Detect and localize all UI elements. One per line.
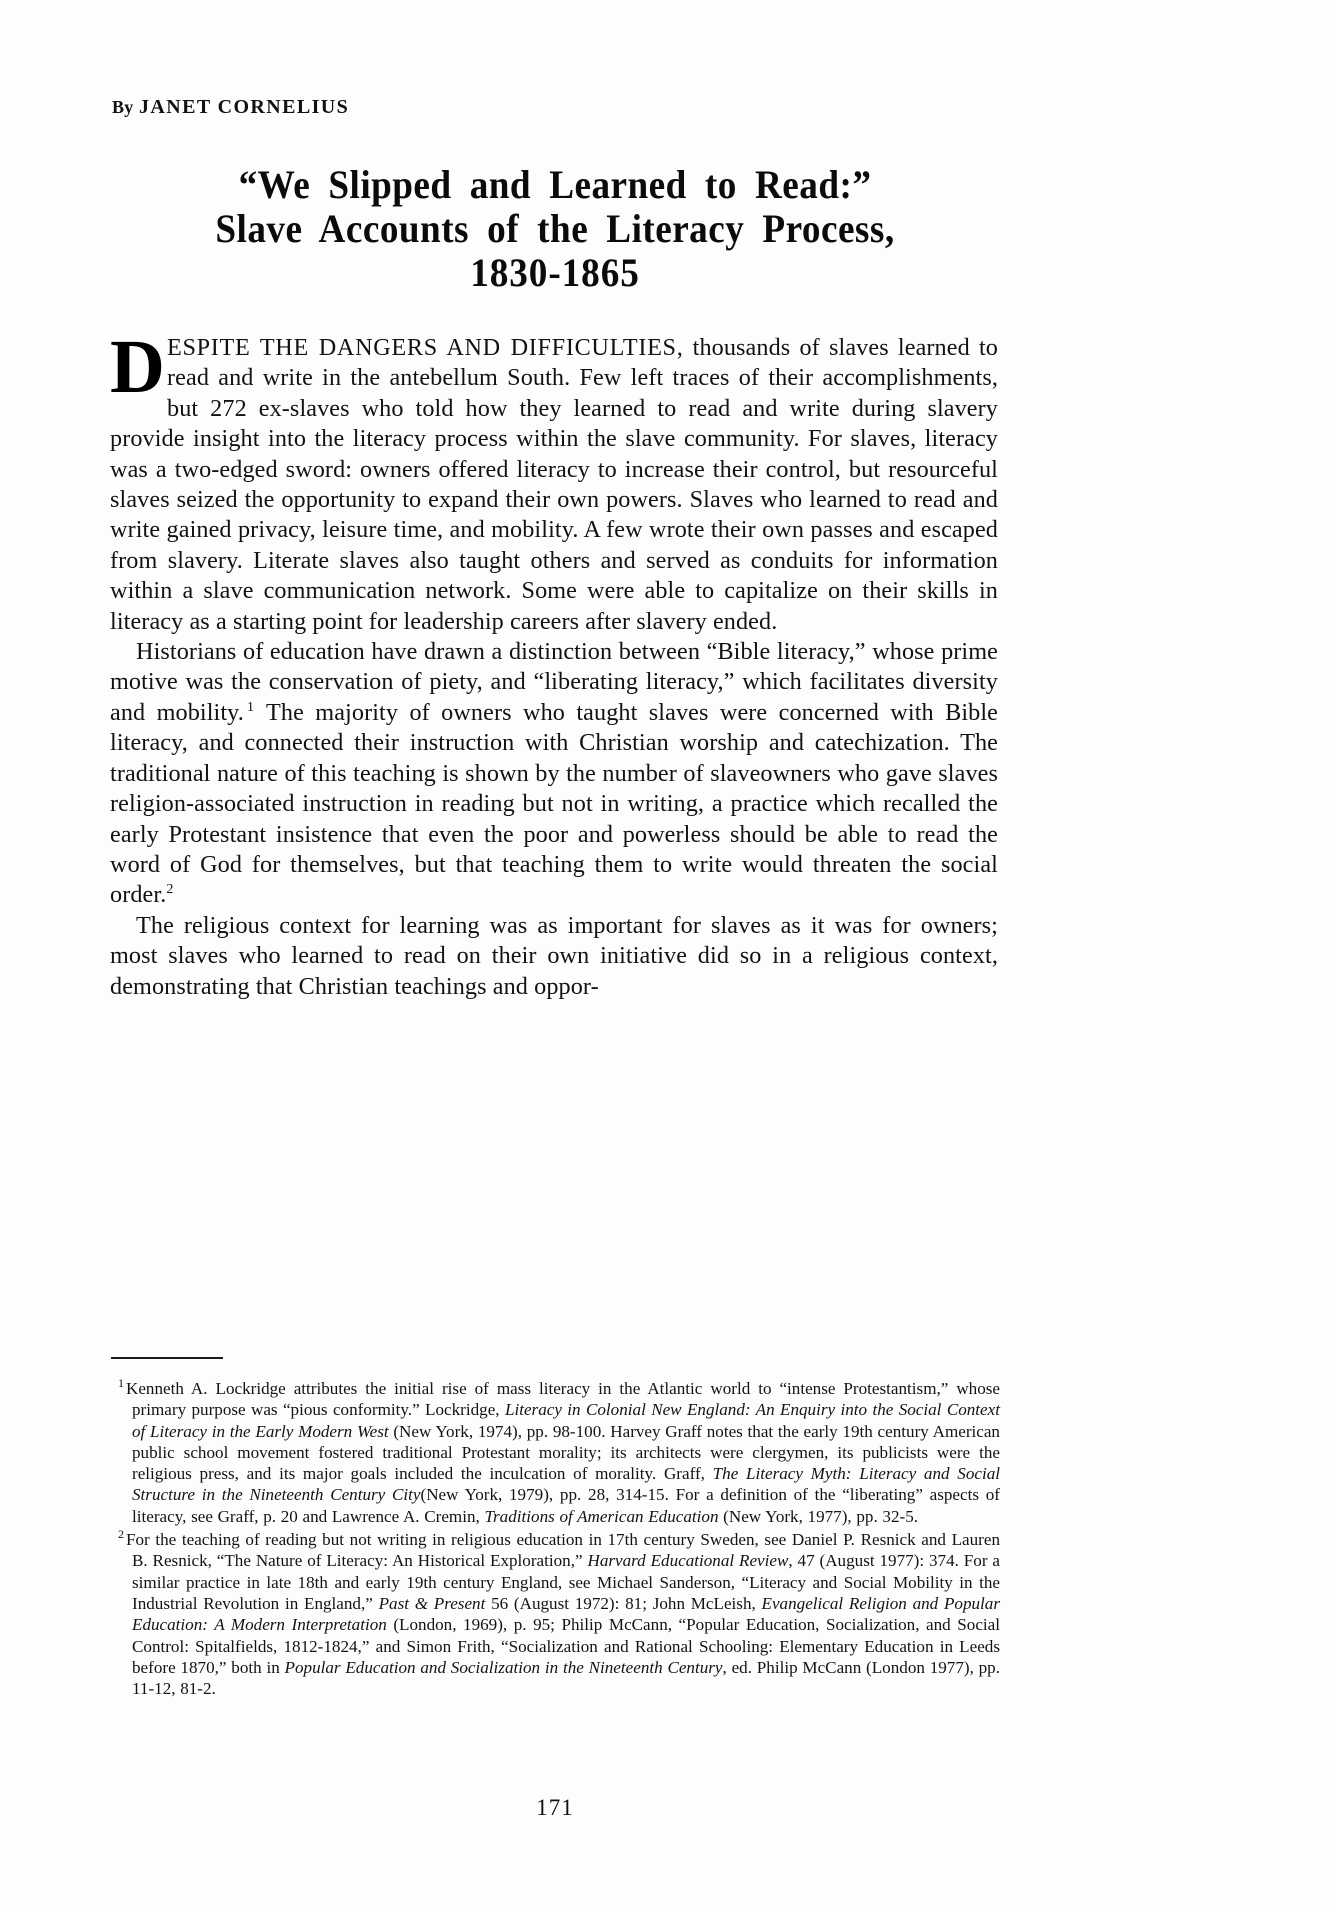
drop-cap-letter: D: [110, 325, 165, 409]
footnote-item: [110, 1529, 1000, 1699]
body-paragraph-1-text: thousands of slaves learned to read and write in the antebellum South. Few left traces of their accomplishments, but 272 ex-slaves who told how they learned to read and write during slavery provide insight into the literacy process within the slave community. For slaves, literacy was a two-edged sword: owners offered literacy to increase their control, but resourceful slaves seized the opportunity to expand their own powers. Slaves who learned to read and write gained privacy, leisure time, and mobility. A few wrote their own passes and escaped from slavery. Literate slaves also taught others and served as conduits for information within a slave communication network. Some were able to capitalize on their skills in literacy as a starting point for leadership careers after slavery ended.: [110, 334, 998, 635]
footnote-text: 56 (August 1972): 81; John McLeish,: [485, 1593, 762, 1613]
article-body: [110, 325, 998, 1002]
footnote-title-italic: Popular Education and Socialization in the Nineteenth Century: [284, 1657, 723, 1677]
title-line-1: “We Slipped and Learned to Read:”: [238, 162, 872, 207]
footnote-text: (New York, 1977), pp. 32-5.: [718, 1506, 919, 1526]
footnote-text: (New York, 1979), pp. 28, 314-15. For a definition of the “liberating” aspects of literacy, see Graff, p. 20 and Lawrence A. Cremin,: [132, 1485, 1000, 1526]
author-byline: [112, 96, 349, 119]
title-line-3: 1830-1865: [470, 250, 640, 295]
body-paragraph-2: [110, 637, 998, 911]
page-number: 171: [536, 1795, 574, 1820]
footnote-title-italic: Evangelical Religion and Popular Education: A Modern Interpretation: [132, 1593, 1000, 1635]
footnote-title-italic: Past & Present: [378, 1593, 486, 1613]
footnote-title-italic: Literacy in Colonial New England: An Enquiry into the Social Context of Literacy in the Early Modern West: [132, 1400, 1000, 1441]
footnote-text: (London, 1969), p. 95; Philip McCann, “Popular Education, Socialization, and Social Control: Spitalfields, 1812-1824,” and Simon Frith, “Socialization and Rational Schooling: Elementary Education in Leeds before 1870,” both in: [132, 1615, 1000, 1677]
article-title: [110, 163, 1000, 295]
footnotes-section: [110, 1378, 1000, 1701]
footnote-text: Kenneth A. Lockridge attributes the initial rise of mass literacy in the Atlantic world to “intense Protestantism,” whose primary purpose was “pious conformity.” Lockridge,: [126, 1379, 1000, 1420]
byline-prefix: By: [112, 97, 134, 117]
footnote-separator-rule: [111, 1357, 223, 1359]
footnote-text: (New York, 1974), pp. 98-100. Harvey Graff notes that the early 19th century American public school movement fostered traditional Protestant morality; its architects were clergymen, its publicists were the religious press, and its major goals included the inculcation of morality. Graff,: [132, 1421, 1000, 1484]
footnote-title-italic: Harvard Educational Review: [587, 1551, 789, 1571]
footnote-text: , ed. Philip McCann (London 1977), pp. 11-12, 81-2.: [132, 1657, 1000, 1699]
opening-small-caps: ESPITE THE DANGERS AND DIFFICULTIES,: [167, 334, 684, 361]
body-paragraph-2-part2: The majority of owners who taught slaves were concerned with Bible literacy, and connected their instruction with Christian worship and catechization. The traditional nature of this teaching is shown by the number of slaveowners who gave slaves religion-associated instruction in reading but not in writing, a practice which recalled the early Protestant insistence that even the poor and powerless should be able to read the word of God for themselves, but that teaching them to write would threaten the social order.: [110, 698, 998, 909]
byline-author-name: JANET CORNELIUS: [139, 96, 350, 118]
footnote-text: , 47 (August 1977): 374. For a similar practice in late 18th and early 19th century England, see Michael Sanderson, “Literacy and Social Mobility in the Industrial Revolution in England,”: [132, 1551, 1000, 1613]
footnote-marker: 2: [118, 1527, 124, 1542]
body-paragraph-1: [110, 325, 998, 637]
body-paragraph-2-part1: Historians of education have drawn a distinction between “Bible literacy,” whose prime motive was the conservation of piety, and “liberating literacy,” which facilitates diversity and mobility.: [110, 638, 998, 726]
footnote-item: [110, 1378, 1000, 1527]
footnote-title-italic: Traditions of American Education: [484, 1506, 719, 1526]
footnote-reference-1[interactable]: 1: [246, 699, 255, 715]
footnote-text: For the teaching of reading but not writing in religious education in 17th century Sweden, see Daniel P. Resnick and Lauren B. Resnick, “The Nature of Literacy: An Historical Exploration,”: [126, 1530, 1000, 1571]
footnote-marker: 1: [118, 1376, 124, 1391]
body-paragraph-3: The religious context for learning was as important for slaves as it was for owners; most slaves who learned to read on their own initiative did so in a religious context, demonstrating that Christian teachings and oppor-: [110, 911, 998, 1000]
footnote-title-italic: The Literacy Myth: Literacy and Social Structure in the Nineteenth Century City: [132, 1464, 1000, 1505]
title-line-2: Slave Accounts of the Literacy Process,: [215, 206, 895, 251]
footnote-reference-2[interactable]: 2: [166, 882, 174, 898]
